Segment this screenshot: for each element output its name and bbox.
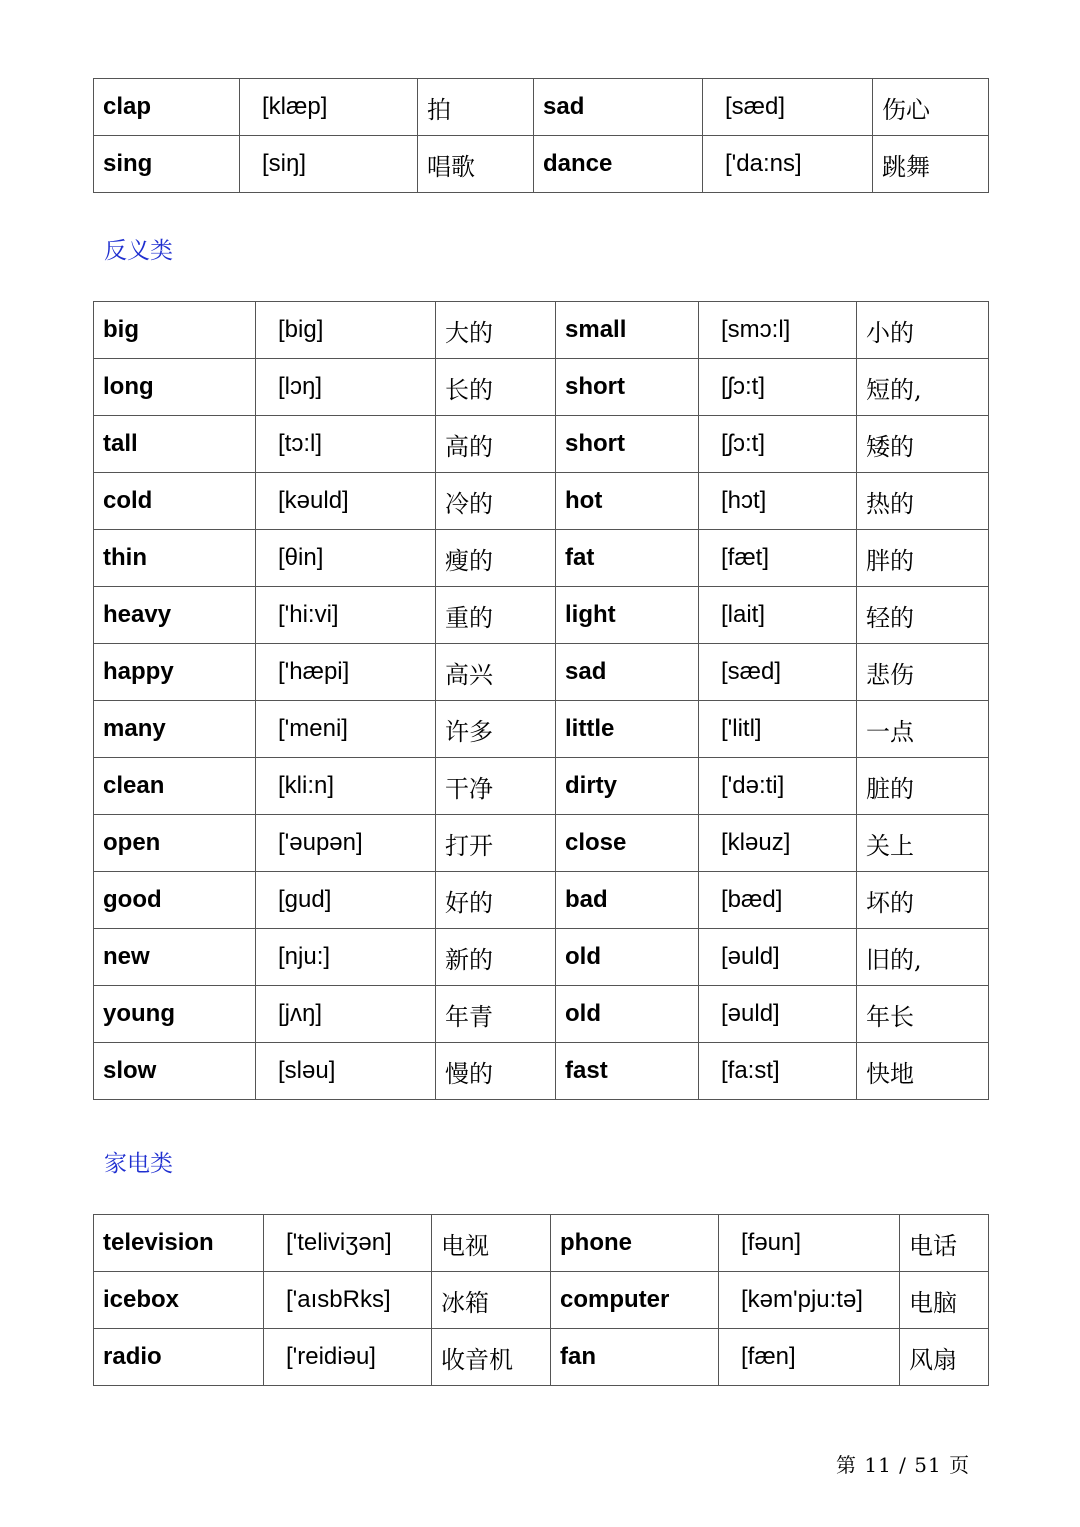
english-word-cell: happy	[94, 644, 256, 701]
table-row	[94, 701, 989, 758]
phonetic-cell: [smɔ:l]	[699, 302, 857, 359]
english-word-cell: thin	[94, 530, 256, 587]
chinese-meaning-cell: 电脑	[900, 1272, 989, 1329]
table-row	[94, 473, 989, 530]
english-word-cell: clap	[94, 79, 240, 136]
phonetic-cell: ['da:ns]	[703, 136, 873, 193]
section-title-antonyms: 反义类	[104, 238, 173, 264]
phonetic-cell: [əuld]	[699, 986, 857, 1043]
phonetic-cell: [kəm'pju:tə]	[719, 1272, 900, 1329]
chinese-meaning-cell: 轻的	[857, 587, 989, 644]
chinese-meaning-cell: 脏的	[857, 758, 989, 815]
phonetic-cell: ['meni]	[256, 701, 436, 758]
phonetic-cell: [kəuld]	[256, 473, 436, 530]
phonetic-cell: [fa:st]	[699, 1043, 857, 1100]
english-word-cell: hot	[556, 473, 699, 530]
chinese-meaning-cell: 跳舞	[873, 136, 989, 193]
phonetic-cell: [klæp]	[240, 79, 418, 136]
phonetic-cell: [lait]	[699, 587, 857, 644]
chinese-meaning-cell: 矮的	[857, 416, 989, 473]
table-row	[94, 758, 989, 815]
table-row	[94, 416, 989, 473]
page-number-footer: 第 11 / 51 页	[836, 1453, 971, 1477]
chinese-meaning-cell: 收音机	[432, 1329, 551, 1386]
table-row	[94, 79, 989, 136]
chinese-meaning-cell: 年青	[436, 986, 556, 1043]
chinese-meaning-cell: 拍	[418, 79, 534, 136]
english-word-cell: light	[556, 587, 699, 644]
english-word-cell: close	[556, 815, 699, 872]
phonetic-cell: ['litl]	[699, 701, 857, 758]
chinese-meaning-cell: 胖的	[857, 530, 989, 587]
phonetic-cell: [jʌŋ]	[256, 986, 436, 1043]
chinese-meaning-cell: 新的	[436, 929, 556, 986]
vocab-table-antonyms	[93, 301, 989, 1100]
english-word-cell: icebox	[94, 1272, 264, 1329]
english-word-cell: short	[556, 359, 699, 416]
english-word-cell: old	[556, 986, 699, 1043]
chinese-meaning-cell: 短的,	[857, 359, 989, 416]
phonetic-cell: [big]	[256, 302, 436, 359]
english-word-cell: sad	[556, 644, 699, 701]
english-word-cell: tall	[94, 416, 256, 473]
table-row	[94, 302, 989, 359]
english-word-cell: sad	[534, 79, 703, 136]
english-word-cell: fast	[556, 1043, 699, 1100]
english-word-cell: little	[556, 701, 699, 758]
chinese-meaning-cell: 大的	[436, 302, 556, 359]
chinese-meaning-cell: 小的	[857, 302, 989, 359]
phonetic-cell: [fæt]	[699, 530, 857, 587]
phonetic-cell: [kli:n]	[256, 758, 436, 815]
phonetic-cell: [ʃɔ:t]	[699, 359, 857, 416]
chinese-meaning-cell: 一点	[857, 701, 989, 758]
english-word-cell: fan	[551, 1329, 719, 1386]
chinese-meaning-cell: 电视	[432, 1215, 551, 1272]
english-word-cell: fat	[556, 530, 699, 587]
chinese-meaning-cell: 热的	[857, 473, 989, 530]
phonetic-cell: ['də:ti]	[699, 758, 857, 815]
english-word-cell: many	[94, 701, 256, 758]
english-word-cell: young	[94, 986, 256, 1043]
phonetic-cell: [lɔŋ]	[256, 359, 436, 416]
phonetic-cell: [kləuz]	[699, 815, 857, 872]
phonetic-cell: [tɔ:l]	[256, 416, 436, 473]
chinese-meaning-cell: 坏的	[857, 872, 989, 929]
section-title-appliances: 家电类	[104, 1151, 173, 1177]
table-row	[94, 1329, 989, 1386]
phonetic-cell: [siŋ]	[240, 136, 418, 193]
phonetic-cell: ['reidiəu]	[264, 1329, 432, 1386]
english-word-cell: phone	[551, 1215, 719, 1272]
chinese-meaning-cell: 伤心	[873, 79, 989, 136]
chinese-meaning-cell: 高的	[436, 416, 556, 473]
table-row	[94, 872, 989, 929]
table-row	[94, 644, 989, 701]
table-row	[94, 530, 989, 587]
phonetic-cell: [əuld]	[699, 929, 857, 986]
chinese-meaning-cell: 好的	[436, 872, 556, 929]
english-word-cell: sing	[94, 136, 240, 193]
table-row	[94, 929, 989, 986]
phonetic-cell: [ʃɔ:t]	[699, 416, 857, 473]
english-word-cell: heavy	[94, 587, 256, 644]
chinese-meaning-cell: 快地	[857, 1043, 989, 1100]
phonetic-cell: [sləu]	[256, 1043, 436, 1100]
phonetic-cell: [sæd]	[703, 79, 873, 136]
chinese-meaning-cell: 旧的,	[857, 929, 989, 986]
table-row	[94, 1043, 989, 1100]
chinese-meaning-cell: 悲伤	[857, 644, 989, 701]
chinese-meaning-cell: 许多	[436, 701, 556, 758]
phonetic-cell: ['hi:vi]	[256, 587, 436, 644]
phonetic-cell: ['aısbRks]	[264, 1272, 432, 1329]
english-word-cell: new	[94, 929, 256, 986]
chinese-meaning-cell: 电话	[900, 1215, 989, 1272]
chinese-meaning-cell: 冰箱	[432, 1272, 551, 1329]
chinese-meaning-cell: 慢的	[436, 1043, 556, 1100]
phonetic-cell: ['teliviʒən]	[264, 1215, 432, 1272]
phonetic-cell: [θin]	[256, 530, 436, 587]
table-row	[94, 1272, 989, 1329]
chinese-meaning-cell: 高兴	[436, 644, 556, 701]
chinese-meaning-cell: 长的	[436, 359, 556, 416]
english-word-cell: dance	[534, 136, 703, 193]
phonetic-cell: [fæn]	[719, 1329, 900, 1386]
phonetic-cell: [hɔt]	[699, 473, 857, 530]
table-row	[94, 359, 989, 416]
chinese-meaning-cell: 关上	[857, 815, 989, 872]
english-word-cell: small	[556, 302, 699, 359]
english-word-cell: slow	[94, 1043, 256, 1100]
english-word-cell: old	[556, 929, 699, 986]
vocab-table-top	[93, 78, 989, 193]
vocab-table-appliances	[93, 1214, 989, 1386]
phonetic-cell: [sæd]	[699, 644, 857, 701]
phonetic-cell: [gud]	[256, 872, 436, 929]
chinese-meaning-cell: 年长	[857, 986, 989, 1043]
phonetic-cell: [bæd]	[699, 872, 857, 929]
chinese-meaning-cell: 瘦的	[436, 530, 556, 587]
table-row	[94, 1215, 989, 1272]
english-word-cell: dirty	[556, 758, 699, 815]
english-word-cell: good	[94, 872, 256, 929]
english-word-cell: big	[94, 302, 256, 359]
phonetic-cell: ['hæpi]	[256, 644, 436, 701]
phonetic-cell: [nju:]	[256, 929, 436, 986]
chinese-meaning-cell: 干净	[436, 758, 556, 815]
english-word-cell: radio	[94, 1329, 264, 1386]
chinese-meaning-cell: 唱歌	[418, 136, 534, 193]
table-row	[94, 136, 989, 193]
phonetic-cell: [fəun]	[719, 1215, 900, 1272]
table-row	[94, 815, 989, 872]
chinese-meaning-cell: 打开	[436, 815, 556, 872]
english-word-cell: long	[94, 359, 256, 416]
english-word-cell: open	[94, 815, 256, 872]
chinese-meaning-cell: 重的	[436, 587, 556, 644]
english-word-cell: television	[94, 1215, 264, 1272]
english-word-cell: bad	[556, 872, 699, 929]
phonetic-cell: ['əupən]	[256, 815, 436, 872]
english-word-cell: computer	[551, 1272, 719, 1329]
english-word-cell: clean	[94, 758, 256, 815]
english-word-cell: short	[556, 416, 699, 473]
english-word-cell: cold	[94, 473, 256, 530]
table-row	[94, 587, 989, 644]
chinese-meaning-cell: 冷的	[436, 473, 556, 530]
chinese-meaning-cell: 风扇	[900, 1329, 989, 1386]
table-row	[94, 986, 989, 1043]
